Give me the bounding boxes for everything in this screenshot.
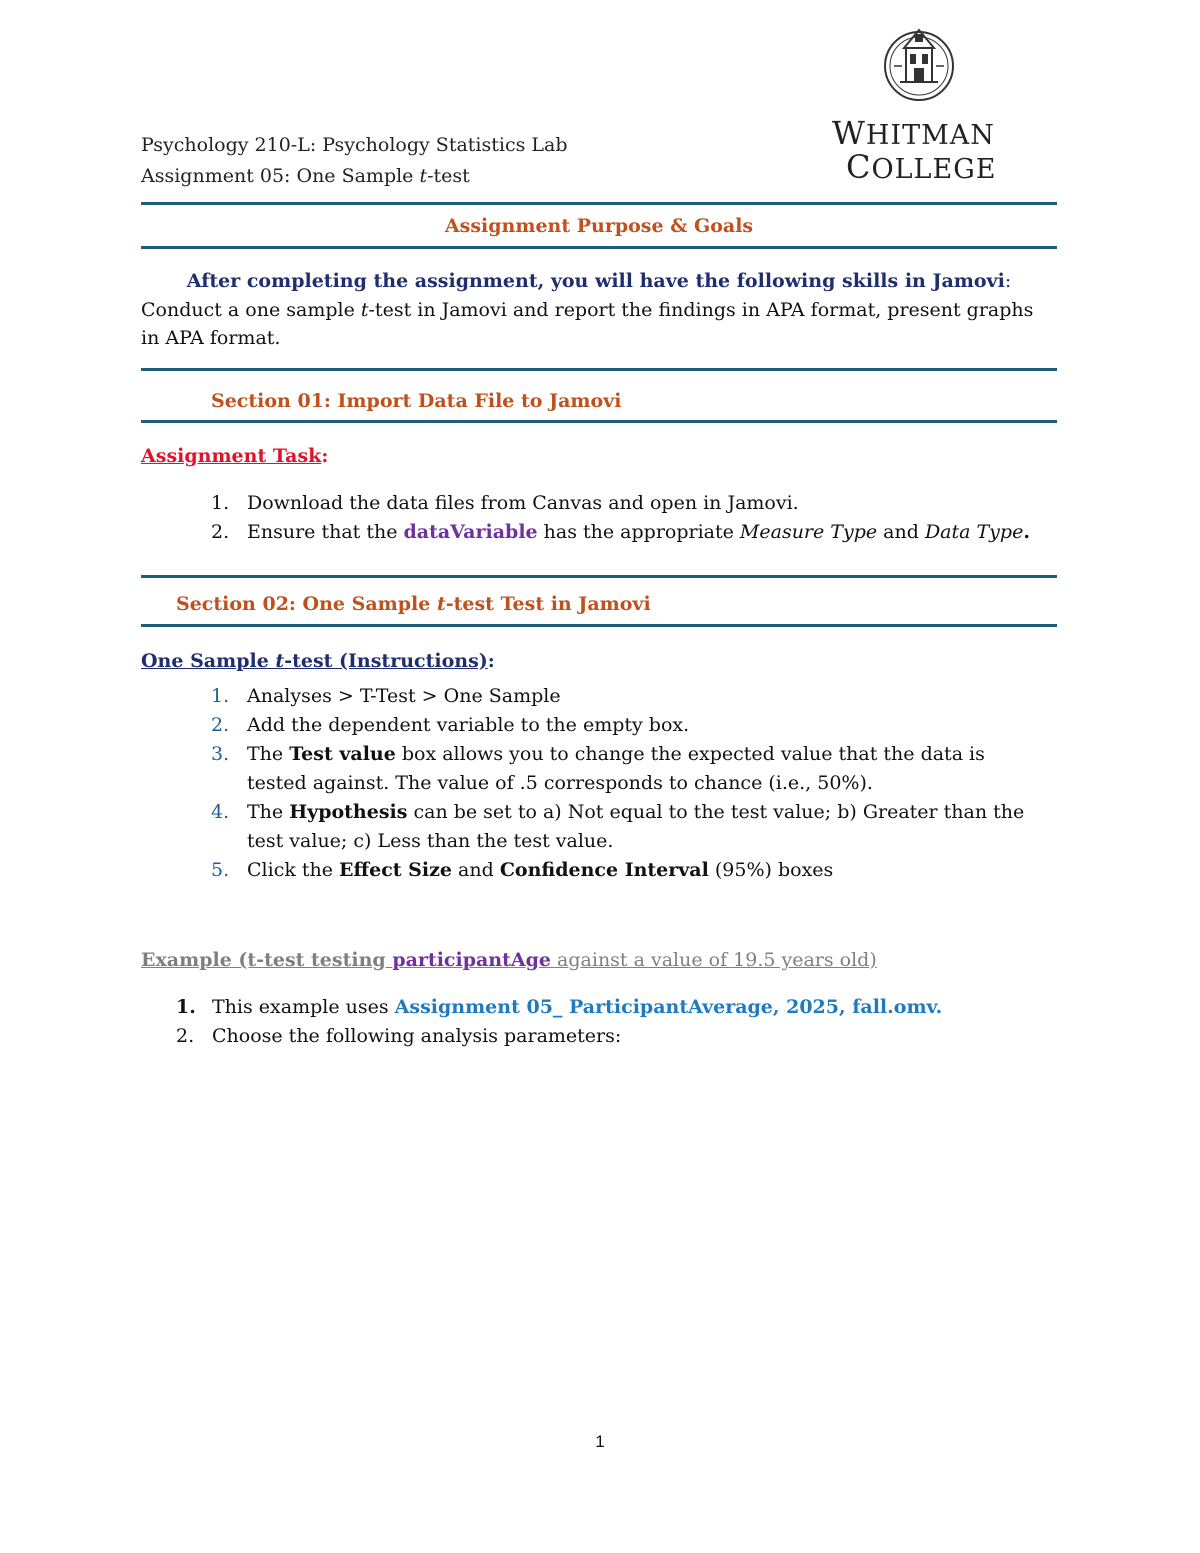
list-item: 1. Analyses > T-Test > One Sample xyxy=(211,685,561,707)
purpose-body: Conduct a one sample t-test in Jamovi and report the findings in APA format, present graphs in APA format. xyxy=(141,299,1034,349)
example-heading: Example (t-test testing participantAge against a value of 19.5 years old) xyxy=(141,949,877,971)
whitman-college-logo xyxy=(832,22,1012,186)
instructions-list xyxy=(211,682,1037,885)
list-item: 4. The Hypothesis can be set to a) Not equal to the test value; b) Greater than the test value; c) Less than the test value. xyxy=(211,801,1025,852)
assignment-title: Assignment 05: One Sample t-test xyxy=(141,165,470,187)
purpose-heading: Assignment Purpose & Goals xyxy=(444,215,754,237)
assignment-task-label: Assignment Task: xyxy=(141,445,329,467)
section-02-heading: Section 02: One Sample t-test Test in Jamovi xyxy=(176,593,651,615)
divider-rule xyxy=(141,202,1057,205)
divider-rule xyxy=(141,575,1057,578)
list-item: 2. Add the dependent variable to the empty box. xyxy=(211,714,690,736)
divider-rule xyxy=(141,624,1057,627)
divider-rule xyxy=(141,368,1057,371)
example-list xyxy=(176,993,1042,1051)
section-01-heading: Section 01: Import Data File to Jamovi xyxy=(211,390,622,412)
page-number: 1 xyxy=(595,1432,605,1451)
skills-lead: After completing the assignment, you will have the following skills in Jamovi: xyxy=(186,270,1012,292)
list-item: 2. Choose the following analysis parameters: xyxy=(176,1025,622,1047)
list-item: 2. Ensure that the dataVariable has the appropriate Measure Type and Data Type. xyxy=(211,521,1030,543)
list-item: 3. The Test value box allows you to change the expected value that the data is tested against. The value of .5 corresponds to chance (i.e., 50%). xyxy=(211,743,985,794)
divider-rule xyxy=(141,246,1057,249)
college-seal-icon xyxy=(880,22,958,110)
list-item: 1. Download the data files from Canvas and open in Jamovi. xyxy=(211,492,799,514)
list-item: 5. Click the Effect Size and Confidence Interval (95%) boxes xyxy=(211,859,834,881)
instructions-heading: One Sample t-test (Instructions): xyxy=(141,650,495,672)
task-list xyxy=(211,489,1047,547)
course-title: Psychology 210-L: Psychology Statistics Lab xyxy=(141,134,568,156)
list-item: 1. This example uses Assignment 05_ ParticipantAverage, 2025, fall.omv. xyxy=(176,996,943,1018)
divider-rule xyxy=(141,420,1057,423)
logo-wordmark-line2: COLLEGE xyxy=(846,148,997,186)
logo-wordmark-line1: WHITMAN xyxy=(832,114,995,152)
